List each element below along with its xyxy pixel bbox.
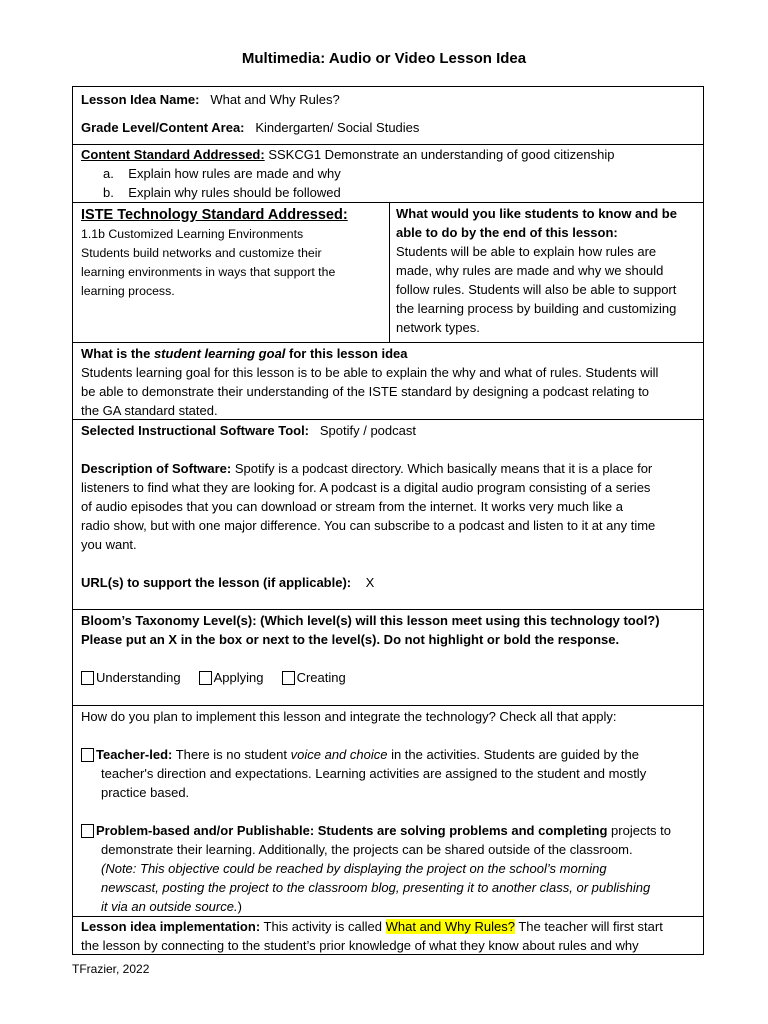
know-do-line: the learning process by building and customizing [396, 301, 677, 316]
software-desc-line: listeners to find what they are looking for. A podcast is a digital audio program consisting of a series [81, 480, 651, 495]
know-do-line: Students will be able to explain how rules are [396, 244, 657, 259]
learning-goal-line: the GA standard stated. [81, 403, 218, 418]
column-divider [389, 203, 390, 342]
blooms-options [81, 668, 346, 687]
iste-heading: ISTE Technology Standard Addressed: [81, 207, 348, 223]
problem-based-note-end: it via an outside source.) [101, 899, 242, 914]
content-standard-row [73, 144, 703, 202]
iste-line: learning process. [81, 284, 175, 298]
know-do-line: follow rules. Students will also be able to support [396, 282, 677, 297]
software-desc-line: radio show, but with one major difference. You can subscribe to a podcast and listen to it at any time [81, 518, 656, 533]
learning-goal-row [73, 342, 703, 419]
software-tool-value: Spotify / podcast [319, 423, 416, 438]
blooms-option-understanding[interactable]: Understanding [81, 670, 181, 685]
know-do-line: network types. [396, 320, 480, 335]
content-standard: Content Standard Addressed: SSKCG1 Demonstrate an understanding of good citizenship [81, 147, 615, 162]
blooms-option-applying[interactable]: Applying [199, 670, 264, 685]
teacher-led-line: practice based. [101, 785, 190, 800]
lesson-name-value: What and Why Rules? [210, 92, 340, 107]
url-support: URL(s) to support the lesson (if applicable): X [81, 575, 375, 590]
lesson-name: Lesson Idea Name: What and Why Rules? [81, 92, 340, 107]
iste-line: 1.1b Customized Learning Environments [81, 227, 304, 241]
blooms-instructions: Please put an X in the box or next to the level(s). Do not highlight or bold the response. [81, 632, 620, 647]
checkbox-icon[interactable] [282, 671, 295, 685]
blooms-option-creating[interactable]: Creating [282, 670, 346, 685]
grade-level: Grade Level/Content Area: Kindergarten/ Social Studies [81, 120, 420, 135]
know-do-heading: What would you like students to know and be [396, 206, 677, 221]
lesson-implementation-row [73, 916, 703, 956]
checkbox-icon[interactable] [81, 671, 94, 685]
lesson-implementation-line: the lesson by connecting to the student’s prior knowledge of what they know about rules and why [81, 938, 639, 953]
url-value: X [365, 575, 375, 590]
blooms-row [73, 609, 703, 705]
problem-based-option[interactable]: Problem-based and/or Publishable: Students are solving problems and completing projects to [81, 821, 671, 840]
checkbox-icon[interactable] [81, 748, 94, 762]
blooms-question: Bloom’s Taxonomy Level(s): (Which level(s) will this lesson meet using this technology tool?) [81, 613, 660, 628]
implementation-plan-row [73, 705, 703, 916]
lesson-implementation: Lesson idea implementation: This activity is called What and Why Rules? The teacher will first start [81, 919, 663, 934]
learning-goal-label: What is the student learning goal for this lesson idea [81, 346, 408, 361]
software-description: Description of Software: Spotify is a podcast directory. Which basically means that it is a place for [81, 461, 653, 476]
learning-goal-line: Students learning goal for this lesson is to be able to explain the why and what of rules. Students will [81, 365, 659, 380]
highlighted-title: What and Why Rules? [385, 919, 515, 934]
learning-goal-line: be able to demonstrate their understanding of the ISTE standard by designing a podcast relating to [81, 384, 650, 399]
know-do-heading: able to do by the end of this lesson: [396, 225, 618, 240]
grade-level-value: Kindergarten/ Social Studies [255, 120, 420, 135]
software-desc-line: of audio episodes that you can download or stream from the internet. It works very much like a [81, 499, 623, 514]
iste-line: Students build networks and customize their [81, 246, 322, 260]
software-tool: Selected Instructional Software Tool: Spotify / podcast [81, 423, 416, 438]
footer-credit: TFrazier, 2022 [72, 962, 150, 976]
list-item: a. Explain how rules are made and why [103, 166, 341, 181]
lesson-plan-table [72, 86, 704, 955]
teacher-led-line: teacher's direction and expectations. Learning activities are assigned to the student and mostly [101, 766, 647, 781]
checkbox-icon[interactable] [81, 824, 94, 838]
software-row [73, 419, 703, 609]
problem-based-line: demonstrate their learning. Additionally, the projects can be shared outside of the classroom. [101, 842, 633, 857]
software-desc-line: you want. [81, 537, 137, 552]
implementation-question: How do you plan to implement this lesson and integrate the technology? Check all that apply: [81, 709, 617, 724]
iste-row [73, 202, 703, 342]
list-item: b. Explain why rules should be followed [103, 185, 341, 200]
lesson-info-row [73, 87, 703, 144]
problem-based-note: (Note: This objective could be reached by displaying the project on the school’s morning [101, 861, 607, 876]
teacher-led-option[interactable]: Teacher-led: There is no student voice and choice in the activities. Students are guided by the [81, 745, 639, 764]
know-do-line: made, why rules are made and why we should [396, 263, 664, 278]
problem-based-note: newscast, posting the project to the classroom blog, presenting it to another class, or publishing [101, 880, 651, 895]
document-title: Multimedia: Audio or Video Lesson Idea [241, 50, 527, 67]
checkbox-icon[interactable] [199, 671, 212, 685]
iste-line: learning environments in ways that support the [81, 265, 336, 279]
